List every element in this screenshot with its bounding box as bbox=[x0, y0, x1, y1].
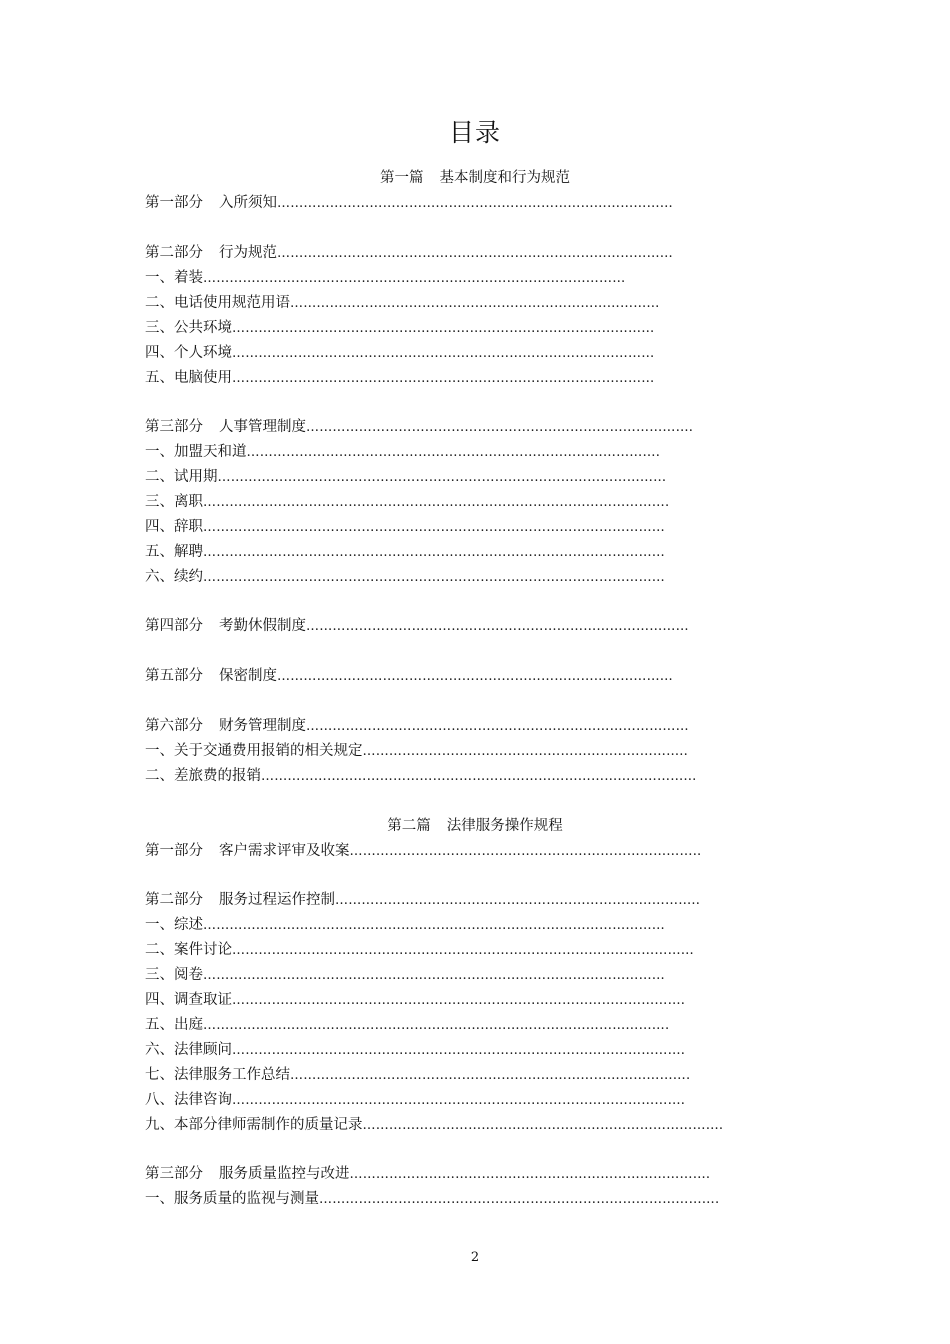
toc-entry-dots: …………………………………………………………………………………………. bbox=[232, 1093, 686, 1108]
toc-entry-text: 四、个人环境 bbox=[145, 345, 232, 361]
toc-entry-dots: ……………………………………………………………………………. bbox=[306, 420, 694, 435]
toc-entry-dots: …………………………………………………………………………………………… bbox=[203, 520, 665, 535]
toc-entry[interactable] bbox=[145, 764, 697, 789]
toc-entry-dots: ……………………………………………………………………………………………. bbox=[203, 495, 670, 510]
toc-entry[interactable] bbox=[145, 341, 654, 366]
toc-entry[interactable] bbox=[145, 1113, 723, 1138]
part-heading-label: 第二篇 bbox=[387, 818, 431, 834]
toc-entry-text: 七、法律服务工作总结 bbox=[145, 1067, 290, 1083]
toc-entry[interactable] bbox=[145, 316, 654, 341]
toc-entry-label: 第四部分 bbox=[145, 618, 203, 634]
toc-entry-label: 第六部分 bbox=[145, 718, 203, 734]
toc-entry-dots: …………………………………………………………………………………… bbox=[232, 371, 655, 386]
toc-entry-dots: …………………………………………………………………………………… bbox=[232, 321, 655, 336]
toc-entry[interactable] bbox=[145, 241, 673, 266]
page-number: 2 bbox=[470, 1250, 480, 1265]
toc-entry-text: 六、续约 bbox=[145, 569, 203, 585]
toc-entry-dots: ……………………………………………………………….. bbox=[362, 744, 688, 759]
toc-entry-dots: …………………………………………………………………….. bbox=[349, 844, 702, 859]
toc-entry-text: 六、法律顾问 bbox=[145, 1042, 232, 1058]
toc-entry-dots: …………………………………………………………………………………………. bbox=[232, 1043, 686, 1058]
toc-entry-dots: ………………………………………………………………………………. bbox=[290, 1068, 691, 1083]
toc-entry[interactable] bbox=[145, 1162, 710, 1187]
toc-entry-dots: …………………………………………………………………………… bbox=[306, 719, 689, 734]
toc-entry-text: 二、差旅费的报销 bbox=[145, 768, 261, 784]
toc-entry-dots: ……………………………………………………………………………… bbox=[277, 669, 673, 684]
toc-entry-text: 一、着装 bbox=[145, 270, 203, 286]
part-heading-1 bbox=[0, 166, 950, 191]
toc-entry-text: 五、解聘 bbox=[145, 544, 203, 560]
toc-entry-dots: ……………………………………………………………………….. bbox=[335, 893, 701, 908]
toc-entry-dots: ……………………………………………………………………………………………. bbox=[203, 1018, 670, 1033]
toc-entry[interactable] bbox=[145, 913, 665, 938]
toc-entry-dots: ………………………………………………………………………………. bbox=[319, 1192, 720, 1207]
toc-entry-dots: ………………………………………………………………………………………… bbox=[217, 470, 667, 485]
toc-entry-text: 一、综述 bbox=[145, 917, 203, 933]
toc-entry-text: 二、电话使用规范用语 bbox=[145, 295, 290, 311]
toc-entry[interactable] bbox=[145, 490, 669, 515]
toc-entry[interactable] bbox=[145, 191, 673, 216]
toc-entry-dots: …………………………………………………………………………………………. bbox=[232, 993, 686, 1008]
toc-entry-text: 保密制度 bbox=[219, 668, 277, 684]
toc-entry[interactable] bbox=[145, 714, 689, 739]
toc-entry[interactable] bbox=[145, 1088, 685, 1113]
toc-entry[interactable] bbox=[145, 1013, 669, 1038]
part-heading-text: 法律服务操作规程 bbox=[446, 818, 563, 834]
toc-entry-dots: …………………………………………………………………………… bbox=[306, 619, 689, 634]
toc-entry-dots: …………………………………………………………………………………………… bbox=[203, 570, 665, 585]
toc-entry[interactable] bbox=[145, 465, 666, 490]
toc-entry-dots: ……………………………………………………………………………… bbox=[277, 246, 673, 261]
toc-entry[interactable] bbox=[145, 839, 701, 864]
toc-entry[interactable] bbox=[145, 1187, 719, 1212]
toc-entry-dots: …………………………………………………………………………………………… bbox=[203, 918, 665, 933]
toc-entry[interactable] bbox=[145, 266, 625, 291]
toc-entry-text: 客户需求评审及收案 bbox=[219, 843, 350, 859]
toc-entry-text: 八、法律咨询 bbox=[145, 1092, 232, 1108]
toc-entry-label: 第二部分 bbox=[145, 245, 203, 261]
toc-entry-dots: ……………………………………………………………………………………… bbox=[261, 769, 697, 784]
toc-entry-dots: …………………………………………………………………………………………… bbox=[203, 545, 665, 560]
toc-entry[interactable] bbox=[145, 988, 685, 1013]
toc-entry-text: 四、辞职 bbox=[145, 519, 203, 535]
toc-entry[interactable] bbox=[145, 614, 689, 639]
toc-entry[interactable] bbox=[145, 1038, 685, 1063]
toc-entry[interactable] bbox=[145, 1063, 690, 1088]
toc-entry[interactable] bbox=[145, 366, 654, 391]
part-heading-2 bbox=[0, 814, 950, 839]
toc-entry-text: 财务管理制度 bbox=[219, 718, 306, 734]
document-title: 目录 bbox=[448, 118, 501, 147]
toc-entry-text: 三、阅卷 bbox=[145, 967, 203, 983]
toc-entry[interactable] bbox=[145, 540, 665, 565]
part-heading-text: 基本制度和行为规范 bbox=[439, 170, 570, 186]
toc-entry-text: 二、案件讨论 bbox=[145, 942, 232, 958]
toc-entry-text: 一、关于交通费用报销的相关规定 bbox=[145, 743, 363, 759]
toc-entry-text: 服务质量监控与改进 bbox=[219, 1166, 350, 1182]
toc-entry-text: 入所须知 bbox=[219, 195, 277, 211]
toc-entry-dots: …………………………………………………………………………………… bbox=[232, 346, 655, 361]
toc-entry[interactable] bbox=[145, 739, 688, 764]
toc-entry-dots: …………………………………………………………………………………… bbox=[203, 271, 626, 286]
toc-entry-dots: ……………………………………………………………………………… bbox=[277, 196, 673, 211]
toc-entry-text: 九、本部分律师需制作的质量记录 bbox=[145, 1117, 363, 1133]
toc-entry-text: 三、离职 bbox=[145, 494, 203, 510]
toc-entry[interactable] bbox=[145, 291, 660, 316]
toc-entry[interactable] bbox=[145, 415, 693, 440]
toc-entry-text: 服务过程运作控制 bbox=[219, 892, 335, 908]
toc-entry-dots: …………………………………………………………………………………………… bbox=[203, 968, 665, 983]
toc-entry-text: 行为规范 bbox=[219, 245, 277, 261]
toc-entry-dots: …………………………………………………………………………………. bbox=[246, 445, 661, 460]
toc-entry-dots: ………………………………………………………………………… bbox=[290, 296, 660, 311]
toc-entry-text: 考勤休假制度 bbox=[219, 618, 306, 634]
toc-entry-label: 第一部分 bbox=[145, 843, 203, 859]
part-heading-label: 第一篇 bbox=[380, 170, 424, 186]
toc-entry-text: 五、电脑使用 bbox=[145, 370, 232, 386]
toc-entry-text: 人事管理制度 bbox=[219, 419, 306, 435]
toc-entry-label: 第三部分 bbox=[145, 419, 203, 435]
toc-entry[interactable] bbox=[145, 963, 665, 988]
toc-entry[interactable] bbox=[145, 565, 665, 590]
toc-entry-text: 四、调查取证 bbox=[145, 992, 232, 1008]
toc-entry[interactable] bbox=[145, 515, 665, 540]
toc-entry[interactable] bbox=[145, 664, 673, 689]
toc-entry-dots: ………………………………………………………………………. bbox=[362, 1118, 724, 1133]
toc-entry-dots: ………………………………………………………………………. bbox=[349, 1167, 711, 1182]
toc-entry-label: 第二部分 bbox=[145, 892, 203, 908]
toc-entry-text: 二、试用期 bbox=[145, 469, 218, 485]
toc-entry[interactable] bbox=[145, 440, 660, 465]
toc-entry-text: 五、出庭 bbox=[145, 1017, 203, 1033]
toc-entry-text: 三、公共环境 bbox=[145, 320, 232, 336]
toc-entry[interactable] bbox=[145, 938, 694, 963]
toc-entry-label: 第一部分 bbox=[145, 195, 203, 211]
toc-entry-label: 第五部分 bbox=[145, 668, 203, 684]
toc-entry[interactable] bbox=[145, 888, 700, 913]
toc-entry-dots: …………………………………………………………………………………………… bbox=[232, 943, 694, 958]
toc-entry-text: 一、加盟天和道 bbox=[145, 444, 247, 460]
toc-entry-text: 一、服务质量的监视与测量 bbox=[145, 1191, 319, 1207]
toc-entry-label: 第三部分 bbox=[145, 1166, 203, 1182]
